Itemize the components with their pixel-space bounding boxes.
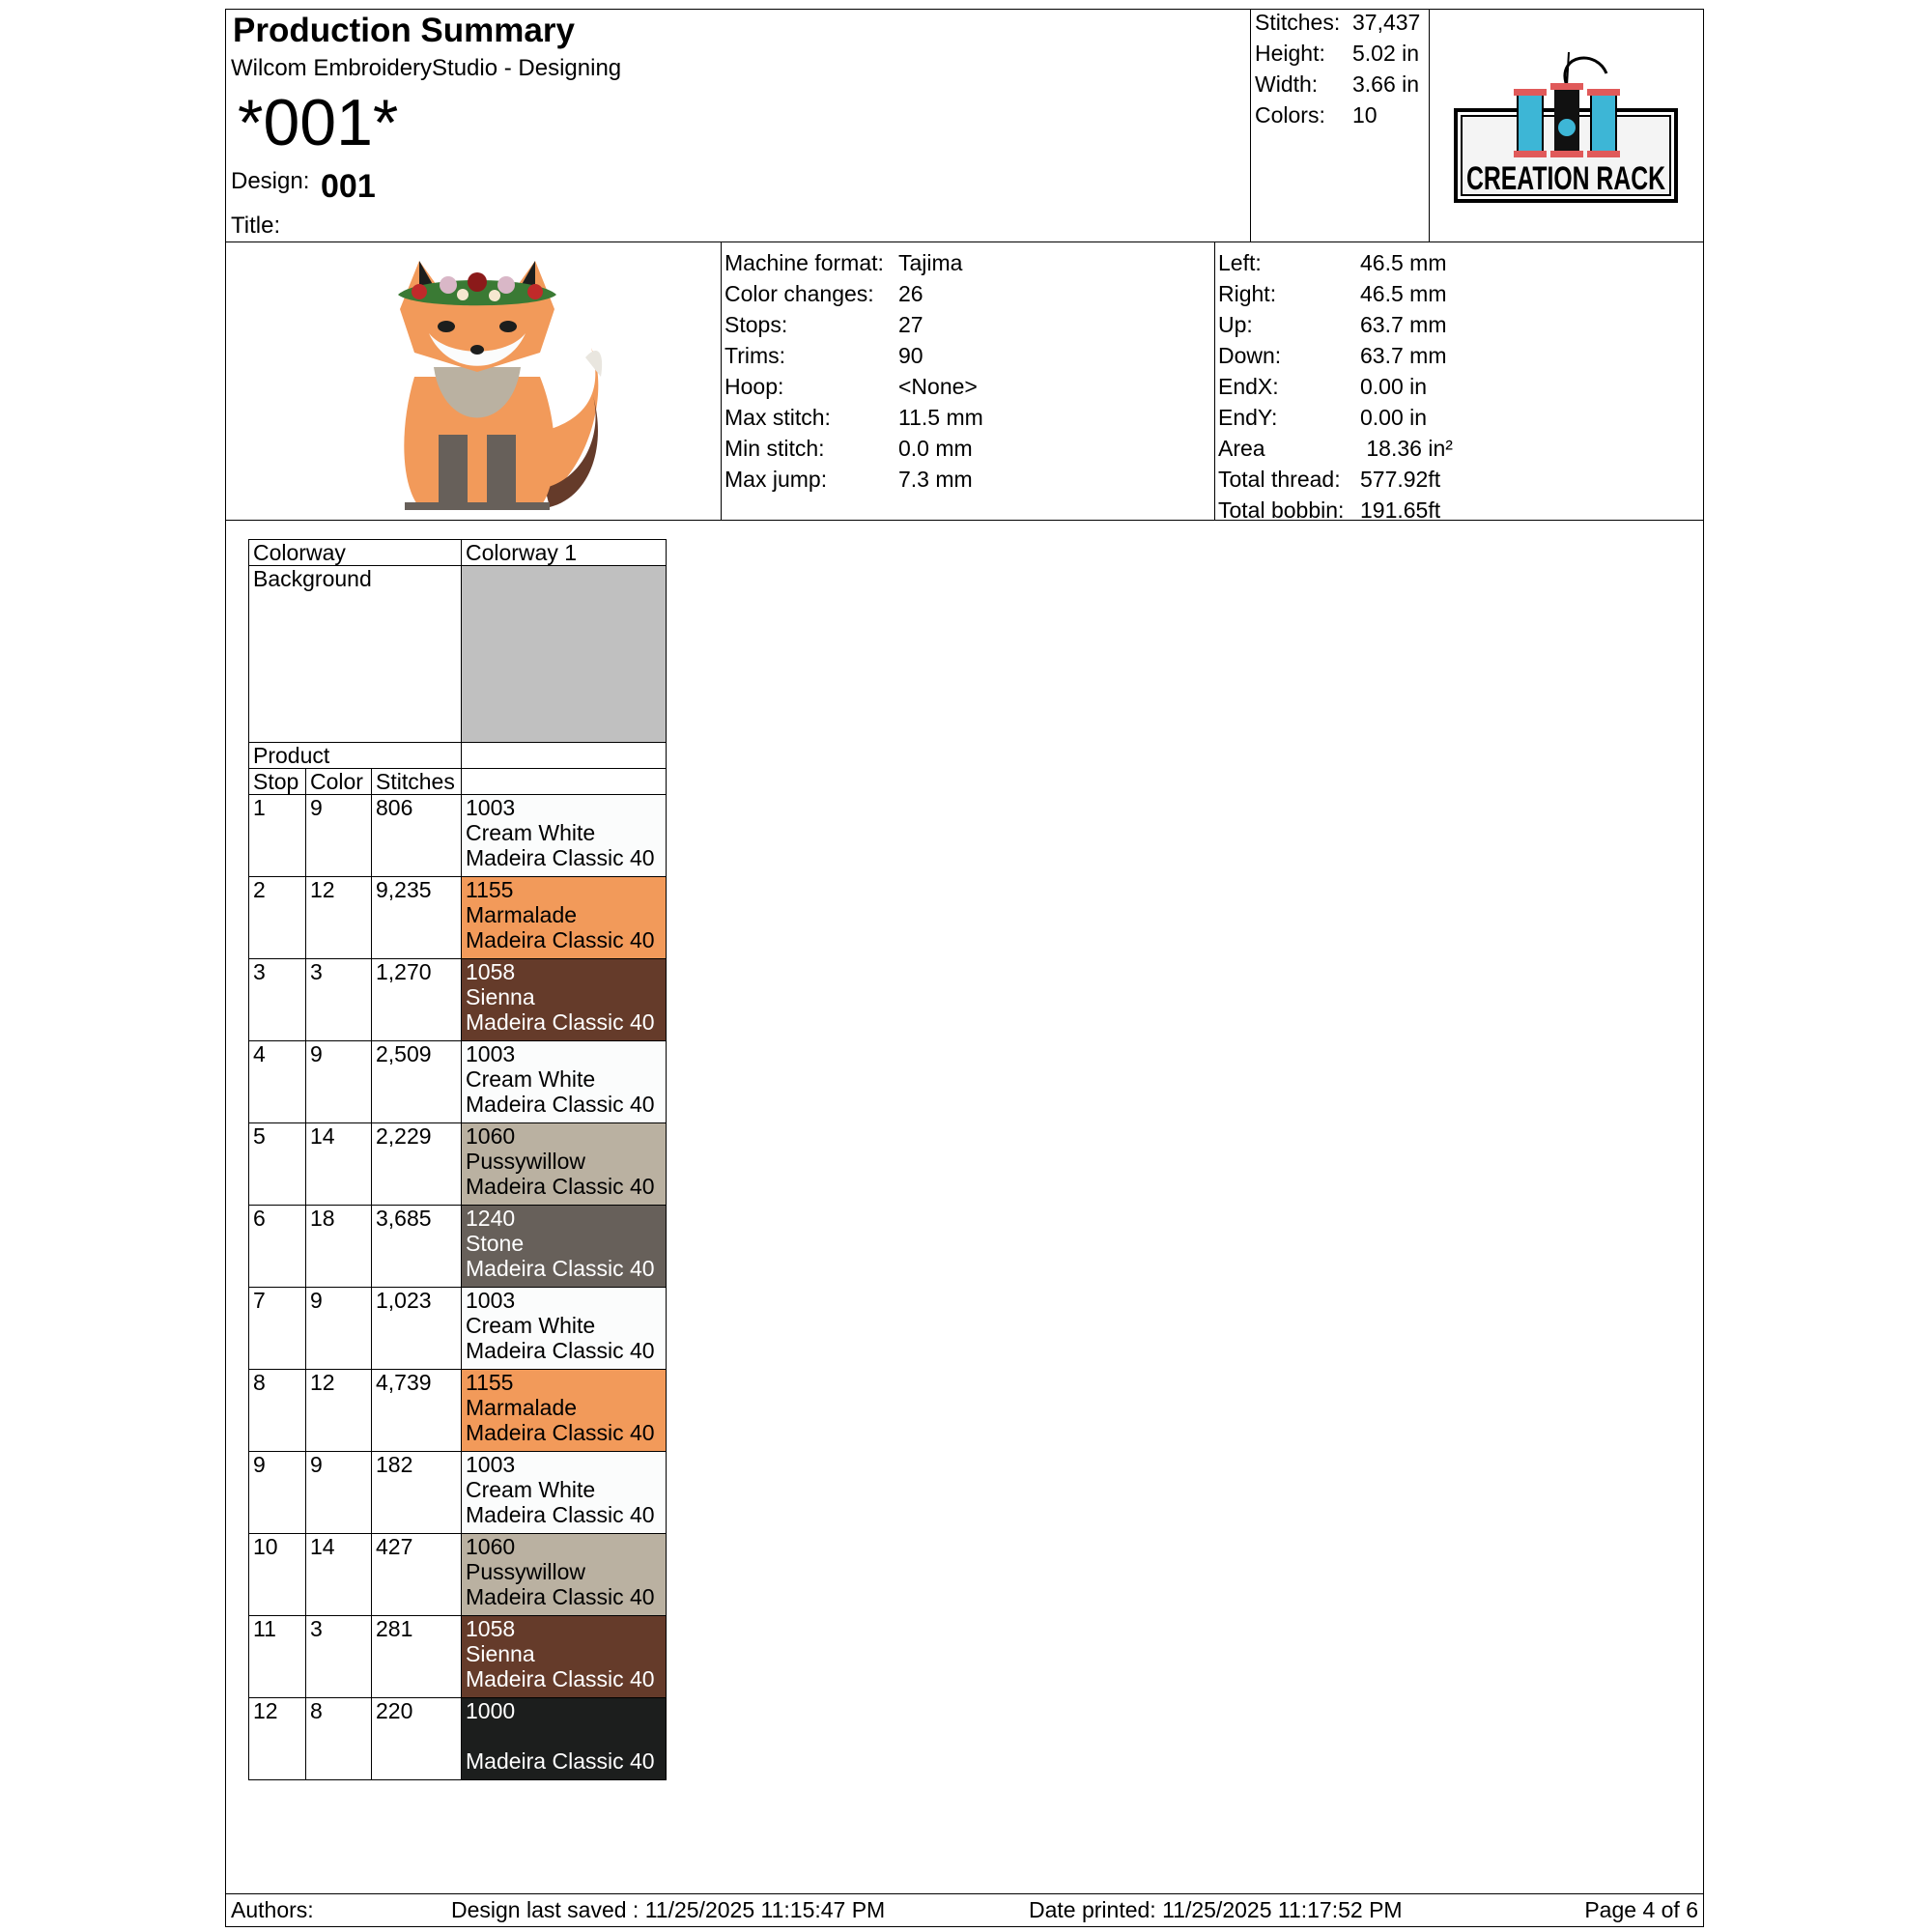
thread-brand: Madeira Classic 40 (466, 1748, 655, 1774)
table-row (249, 540, 667, 566)
stats-block (1255, 10, 1435, 242)
stop-cell: 10 (249, 1534, 306, 1616)
thread-swatch-cell (462, 1041, 667, 1123)
table-row (249, 1041, 667, 1123)
background-swatch (462, 566, 667, 743)
max-stitch-label: Max stitch: (724, 405, 831, 430)
stop-cell: 7 (249, 1288, 306, 1370)
table-row (249, 795, 667, 877)
thread-code: 1155 (466, 1370, 514, 1395)
thread-name: Pussywillow (466, 1149, 585, 1174)
stop-cell: 3 (249, 959, 306, 1041)
thread-swatch-cell (462, 1698, 667, 1780)
endx-value: 0.00 in (1360, 374, 1428, 399)
stat-label: Width: (1255, 71, 1319, 97)
stitches-cell: 281 (372, 1616, 462, 1698)
info-section (226, 242, 1703, 521)
table-row (249, 959, 667, 1041)
thread-name: Cream White (466, 820, 596, 845)
date-printed: Date printed: 11/25/2025 11:17:52 PM (1029, 1897, 1403, 1922)
footer (226, 1893, 1703, 1926)
stop-cell: 9 (249, 1452, 306, 1534)
stop-cell: 1 (249, 795, 306, 877)
thread-brand: Madeira Classic 40 (466, 1009, 655, 1035)
stitches-cell: 9,235 (372, 877, 462, 959)
color-number-cell: 9 (306, 1288, 372, 1370)
min-stitch-value: 0.0 mm (898, 436, 973, 461)
thread-swatch-cell (462, 959, 667, 1041)
thread-swatch-cell (462, 877, 667, 959)
thread-brand: Madeira Classic 40 (466, 1502, 655, 1527)
thread-name: Marmalade (466, 1395, 578, 1420)
stat-value: 10 (1352, 102, 1378, 128)
left-value: 46.5 mm (1360, 250, 1447, 275)
color-number-cell: 14 (306, 1123, 372, 1206)
thread-code: 1003 (466, 1452, 516, 1477)
column-header-thread (462, 769, 667, 795)
title-label: Title: (231, 213, 281, 239)
stop-cell: 12 (249, 1698, 306, 1780)
thread-code: 1060 (466, 1534, 516, 1559)
thread-swatch-cell (462, 1534, 667, 1616)
thread-name: Cream White (466, 1477, 596, 1502)
stops-value: 27 (898, 312, 923, 337)
endy-value: 0.00 in (1360, 405, 1428, 430)
min-stitch-label: Min stitch: (724, 436, 825, 461)
background-label: Background (249, 566, 462, 743)
stop-cell: 11 (249, 1616, 306, 1698)
stitches-cell: 220 (372, 1698, 462, 1780)
total-bobbin-label: Total bobbin: (1218, 497, 1345, 523)
thread-swatch-cell (462, 1616, 667, 1698)
thread-name: Cream White (466, 1313, 596, 1338)
thread-swatch-cell (462, 1123, 667, 1206)
table-row (249, 1370, 667, 1452)
stitches-cell: 806 (372, 795, 462, 877)
stitches-cell: 4,739 (372, 1370, 462, 1452)
thread-brand: Madeira Classic 40 (466, 1256, 655, 1281)
color-number-cell: 9 (306, 1452, 372, 1534)
table-row (249, 1452, 667, 1534)
area-value: 18.36 in² (1360, 436, 1453, 461)
product-label: Product (249, 743, 462, 769)
stitches-cell: 2,229 (372, 1123, 462, 1206)
thread-code: 1058 (466, 959, 516, 984)
authors-label: Authors: (231, 1897, 314, 1922)
thread-brand: Madeira Classic 40 (466, 1666, 655, 1691)
stop-cell: 8 (249, 1370, 306, 1452)
color-changes-value: 26 (898, 281, 923, 306)
endy-label: EndY: (1218, 405, 1278, 430)
table-row (249, 1698, 667, 1780)
machine-format-value: Tajima (898, 250, 963, 275)
header-section (226, 10, 1703, 242)
stitches-cell: 1,270 (372, 959, 462, 1041)
down-label: Down: (1218, 343, 1282, 368)
table-row (249, 1123, 667, 1206)
production-summary-sheet (225, 9, 1704, 1927)
thread-brand: Madeira Classic 40 (466, 1584, 655, 1609)
creation-rack-logo (1452, 44, 1680, 209)
logo-text: CREATION RACK (1466, 160, 1666, 197)
divider (1214, 242, 1215, 520)
total-thread-label: Total thread: (1218, 467, 1341, 492)
hoop-value: <None> (898, 374, 978, 399)
design-value: 001 (321, 168, 376, 205)
product-value (462, 743, 667, 769)
thread-code: 1003 (466, 795, 516, 820)
thread-code: 1155 (466, 877, 514, 902)
stitches-cell: 2,509 (372, 1041, 462, 1123)
total-bobbin-value: 191.65ft (1360, 497, 1441, 523)
thread-brand: Madeira Classic 40 (466, 845, 655, 870)
stat-value: 5.02 in (1352, 41, 1420, 66)
thread-name: Sienna (466, 984, 535, 1009)
color-number-cell: 9 (306, 795, 372, 877)
thread-swatch-cell (462, 1206, 667, 1288)
design-name-large: *001* (238, 86, 399, 159)
stitches-cell: 3,685 (372, 1206, 462, 1288)
stop-cell: 4 (249, 1041, 306, 1123)
stat-value: 37,437 (1352, 10, 1421, 35)
column-header-stitches: Stitches (372, 769, 462, 795)
color-number-cell: 3 (306, 1616, 372, 1698)
max-jump-label: Max jump: (724, 467, 828, 492)
thread-code: 1003 (466, 1041, 516, 1066)
table-row (249, 1534, 667, 1616)
stat-label: Colors: (1255, 102, 1325, 128)
thread-code: 1058 (466, 1616, 516, 1641)
total-thread-value: 577.92ft (1360, 467, 1441, 492)
design-preview-image (361, 242, 622, 520)
stitches-cell: 1,023 (372, 1288, 462, 1370)
table-row (249, 877, 667, 959)
thread-code: 1003 (466, 1288, 516, 1313)
color-changes-label: Color changes: (724, 281, 874, 306)
table-row (249, 1206, 667, 1288)
thread-brand: Madeira Classic 40 (466, 1338, 655, 1363)
thread-swatch-cell (462, 795, 667, 877)
page-title: Production Summary (233, 12, 575, 49)
thread-brand: Madeira Classic 40 (466, 927, 655, 952)
colorway-label: Colorway (249, 540, 462, 566)
hoop-label: Hoop: (724, 374, 784, 399)
divider (1250, 10, 1251, 242)
thread-swatch-cell (462, 1288, 667, 1370)
thread-name: Pussywillow (466, 1559, 585, 1584)
thread-brand: Madeira Classic 40 (466, 1420, 655, 1445)
right-label: Right: (1218, 281, 1277, 306)
stat-value: 3.66 in (1352, 71, 1420, 97)
max-stitch-value: 11.5 mm (898, 405, 983, 430)
table-row (249, 566, 667, 743)
column-header-color: Color (306, 769, 372, 795)
max-jump-value: 7.3 mm (898, 467, 973, 492)
color-number-cell: 14 (306, 1534, 372, 1616)
color-number-cell: 3 (306, 959, 372, 1041)
thread-brand: Madeira Classic 40 (466, 1092, 655, 1117)
table-row (249, 1616, 667, 1698)
thread-code: 1000 (466, 1698, 516, 1723)
thread-name: Marmalade (466, 902, 578, 927)
thread-swatch-cell (462, 1452, 667, 1534)
column-header-stop: Stop (249, 769, 306, 795)
stat-label: Stitches: (1255, 10, 1341, 35)
stop-cell: 5 (249, 1123, 306, 1206)
app-name: Wilcom EmbroideryStudio - Designing (231, 55, 622, 81)
table-header-row (249, 769, 667, 795)
area-label: Area (1218, 436, 1265, 461)
thread-name (466, 1723, 662, 1748)
last-saved: Design last saved : 11/25/2025 11:15:47 PM (451, 1897, 886, 1922)
down-value: 63.7 mm (1360, 343, 1447, 368)
stops-label: Stops: (724, 312, 788, 337)
colorway-table (248, 539, 667, 1780)
color-number-cell: 18 (306, 1206, 372, 1288)
trims-label: Trims: (724, 343, 786, 368)
color-number-cell: 12 (306, 877, 372, 959)
thread-code: 1240 (466, 1206, 516, 1231)
color-number-cell: 8 (306, 1698, 372, 1780)
machine-format-label: Machine format: (724, 250, 884, 275)
left-label: Left: (1218, 250, 1262, 275)
right-value: 46.5 mm (1360, 281, 1447, 306)
colorway-value: Colorway 1 (462, 540, 667, 566)
thread-brand: Madeira Classic 40 (466, 1174, 655, 1199)
color-number-cell: 12 (306, 1370, 372, 1452)
color-number-cell: 9 (306, 1041, 372, 1123)
stitches-cell: 427 (372, 1534, 462, 1616)
stitches-cell: 182 (372, 1452, 462, 1534)
up-value: 63.7 mm (1360, 312, 1447, 337)
page-number: Page 4 of 6 (1584, 1897, 1698, 1922)
design-label: Design: (231, 168, 310, 194)
stat-label: Height: (1255, 41, 1325, 66)
table-row (249, 1288, 667, 1370)
stop-cell: 2 (249, 877, 306, 959)
thread-name: Sienna (466, 1641, 535, 1666)
thread-code: 1060 (466, 1123, 516, 1149)
up-label: Up: (1218, 312, 1253, 337)
stop-cell: 6 (249, 1206, 306, 1288)
trims-value: 90 (898, 343, 923, 368)
thread-swatch-cell (462, 1370, 667, 1452)
table-row (249, 743, 667, 769)
thread-name: Stone (466, 1231, 525, 1256)
divider (721, 242, 722, 520)
thread-name: Cream White (466, 1066, 596, 1092)
endx-label: EndX: (1218, 374, 1279, 399)
